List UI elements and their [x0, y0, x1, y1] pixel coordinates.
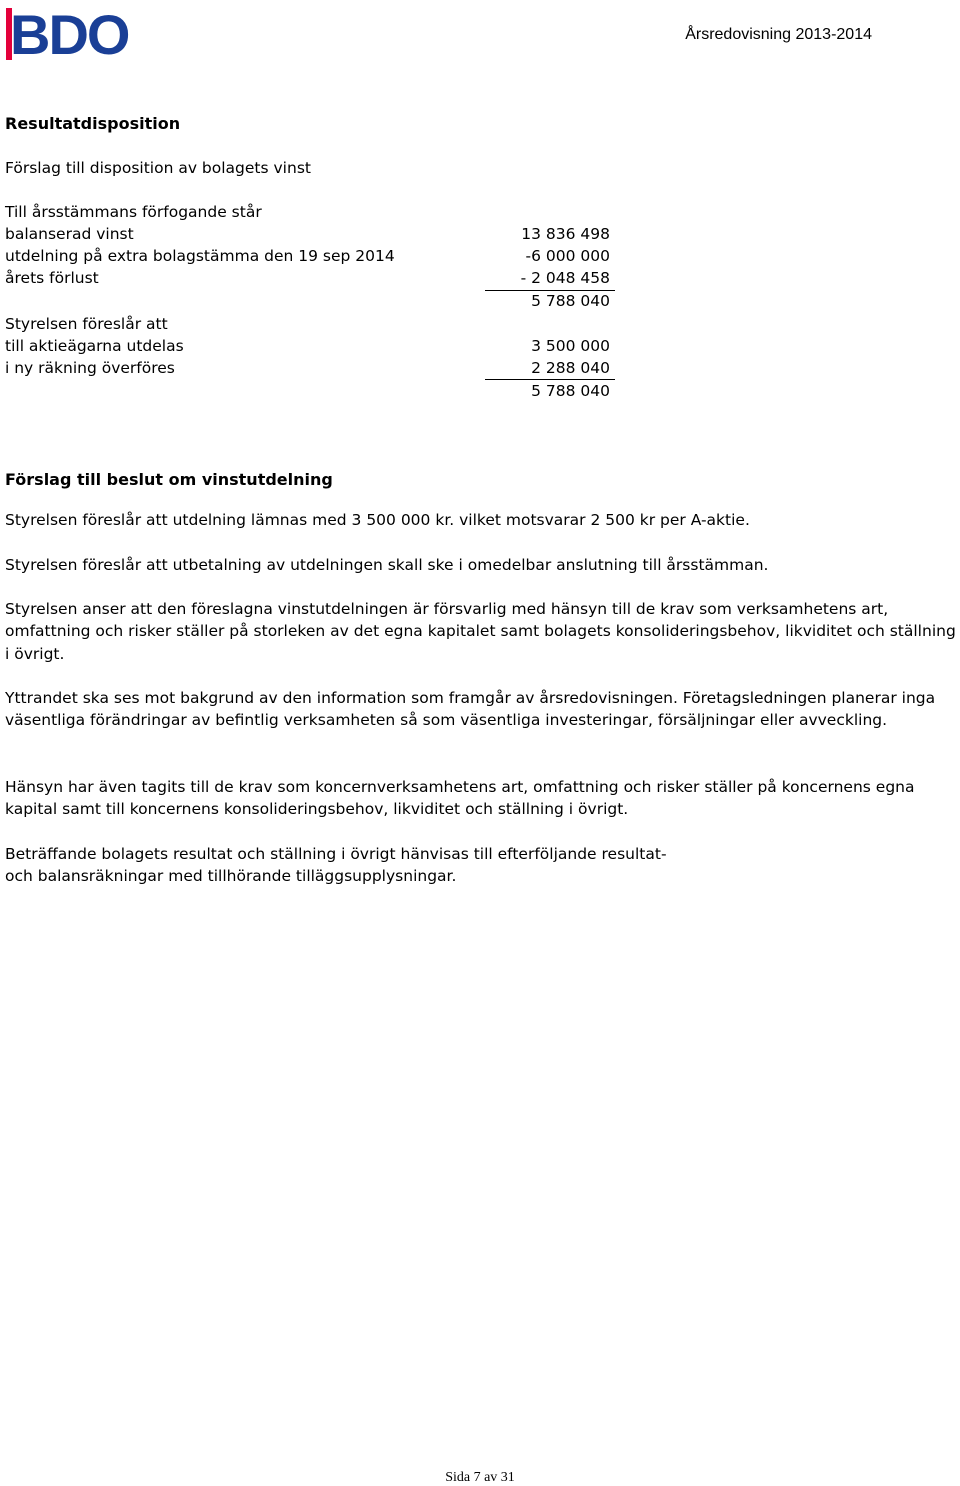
bdo-logo	[6, 4, 150, 64]
row-amount-retained: 13 836 498	[521, 225, 610, 243]
paragraph-assessment: Styrelsen anser att den föreslagna vinstutdelningen är försvarlig med hänsyn till de krav som verksamhetens art, omfattning och risker ställer på storleken av det egna kapitalet samt bolagets konsolideringsbehov, likviditet och ställning i övrigt.	[5, 600, 956, 663]
sum-rule-2	[485, 379, 615, 380]
dividend-heading: Förslag till beslut om vinstutdelning	[5, 470, 333, 489]
page-number: Sida 7 av 31	[445, 1470, 515, 1485]
paragraph-statement: Yttrandet ska ses mot bakgrund av den information som framgår av årsredovisningen. Företagsledningen planerar inga väsentliga förändringar av befintlig verksamheten så som väsentliga investeringar, försäljningar eller avveckling.	[5, 689, 936, 730]
logo-text: BDO	[10, 4, 129, 64]
section-title: Resultatdisposition	[5, 114, 181, 133]
row-amount-carried-forward: 2 288 040	[531, 359, 610, 377]
row-label-retained: balanserad vinst	[5, 225, 134, 243]
row-amount-extra-dividend: -6 000 000	[525, 247, 610, 265]
row-amount-dividend: 3 500 000	[531, 337, 610, 355]
available-total: 5 788 040	[531, 292, 610, 310]
board-label: Styrelsen föreslår att	[5, 315, 168, 333]
paragraph-payment: Styrelsen föreslår att utbetalning av utdelningen skall ske i omedelbar anslutning till årsstämman.	[5, 556, 769, 574]
paragraph-group: Hänsyn har även tagits till de krav som koncernverksamhetens art, omfattning och risker ställer på koncernens egna kapital samt till koncernens konsolideringsbehov, likviditet och ställning i övrigt.	[5, 778, 915, 819]
report-title: Årsredovisning 2013-2014	[685, 26, 872, 43]
proposal-title: Förslag till disposition av bolagets vinst	[5, 159, 311, 177]
row-label-dividend: till aktieägarna utdelas	[5, 337, 184, 355]
row-label-extra-dividend: utdelning på extra bolagstämma den 19 sep 2014	[5, 247, 395, 265]
paragraph-dividend: Styrelsen föreslår att utdelning lämnas med 3 500 000 kr. vilket motsvarar 2 500 kr per A-aktie.	[5, 511, 750, 529]
row-amount-loss: - 2 048 458	[520, 269, 610, 287]
row-label-loss: årets förlust	[5, 269, 99, 287]
sum-rule-1	[485, 290, 615, 291]
paragraph-reference: Beträffande bolagets resultat och ställning i övrigt hänvisas till efterföljande resultat- och balansräkningar med tillhörande tilläggsupplysningar.	[5, 845, 667, 886]
board-total: 5 788 040	[531, 382, 610, 400]
row-label-carried-forward: i ny räkning överföres	[5, 359, 175, 377]
available-label: Till årsstämmans förfogande står	[5, 203, 262, 221]
